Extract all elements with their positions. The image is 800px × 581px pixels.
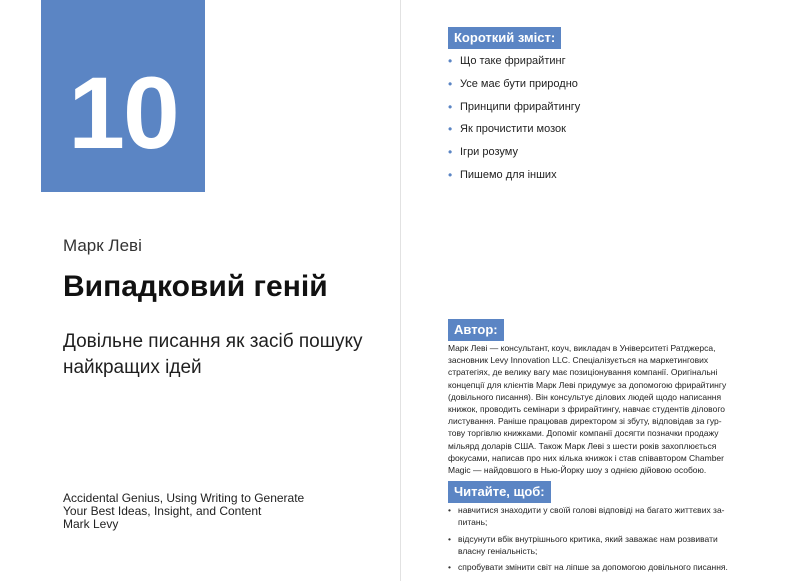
author-bio-line: мільярд доларів США. Також Марк Леві з шести років захоплюється bbox=[448, 440, 717, 451]
read-item bbox=[448, 504, 778, 529]
page-divider bbox=[400, 0, 401, 581]
author-bio-line: засновник Levy Innovation LLC. Спеціалізується на маркетингових bbox=[448, 355, 709, 366]
book-title: Випадковий геній bbox=[63, 270, 328, 303]
chapter-number-block bbox=[41, 0, 205, 192]
author-bio-line: (довільного писання). Він консультує ділових людей щодо написання bbox=[448, 391, 722, 402]
author-heading: Автор: bbox=[448, 319, 504, 341]
summary-item: • Ігри розуму bbox=[448, 146, 580, 169]
author-bio-line: тову торгівлю книжками. Допоміг компанії досягти позначки продажу bbox=[448, 428, 719, 439]
read-item bbox=[448, 533, 778, 558]
read-item-line: • спробувати змінити світ на ліпше за допомогою довільного писання. bbox=[458, 562, 728, 573]
read-list bbox=[448, 504, 778, 577]
read-heading: Читайте, щоб: bbox=[448, 481, 551, 503]
author-bio-line: фокусами, написав про них кілька книжок і став співавтором Chamber bbox=[448, 452, 724, 463]
original-title bbox=[63, 492, 363, 531]
summary-item: • Усе має бути природно bbox=[448, 78, 580, 101]
author-bio-line: стратегіях, де велику вагу має позиціонування компанії. Оригінальні bbox=[448, 367, 718, 378]
original-title-line: Accidental Genius, Using Writing to Generate bbox=[63, 491, 305, 505]
summary-heading: Короткий зміст: bbox=[448, 27, 561, 49]
author-bio-line: Марк Леві — консультант, коуч, викладач в Університеті Ратджерса, bbox=[448, 343, 716, 353]
author-name: Марк Леві bbox=[63, 236, 142, 255]
summary-item: • Що таке фрирайтинг bbox=[448, 55, 580, 78]
book-subtitle: Довільне писання як засіб пошуку найкращих ідей bbox=[63, 331, 363, 378]
summary-item: • Як прочистити мозок bbox=[448, 123, 580, 146]
read-item bbox=[448, 561, 778, 573]
original-title-line: Your Best Ideas, Insight, and Content bbox=[63, 504, 262, 518]
summary-item: • Принципи фрирайтингу bbox=[448, 101, 580, 124]
read-item-line: власну геніальність; bbox=[458, 545, 538, 556]
original-author: Mark Levy bbox=[63, 517, 119, 531]
read-item-line: питань; bbox=[458, 517, 488, 528]
author-bio-line: Magic — найдовшого в Нью-Йорку шоу з однією дійовою особою. bbox=[448, 465, 707, 476]
read-item-line: • відсунути вбік внутрішнього критика, який заважає нам розвивати bbox=[458, 533, 718, 544]
read-item-line: • навчитися знаходити у своїй голові відповіді на багато життєвих за- bbox=[458, 505, 725, 515]
author-bio-line: книжок, проводить семінари з фрирайтингу, навчає студентів ділового bbox=[448, 404, 725, 415]
chapter-number: 10 bbox=[68, 56, 178, 170]
summary-item: • Пишемо для інших bbox=[448, 169, 580, 192]
author-bio-line: листування. Раніше працював директором зі збуту, відповідав за гур- bbox=[448, 416, 722, 427]
author-bio bbox=[448, 342, 748, 476]
summary-list bbox=[448, 55, 580, 192]
author-bio-line: концепції для клієнтів Марк Леві придумує за допомогою фрирайтингу bbox=[448, 379, 727, 390]
